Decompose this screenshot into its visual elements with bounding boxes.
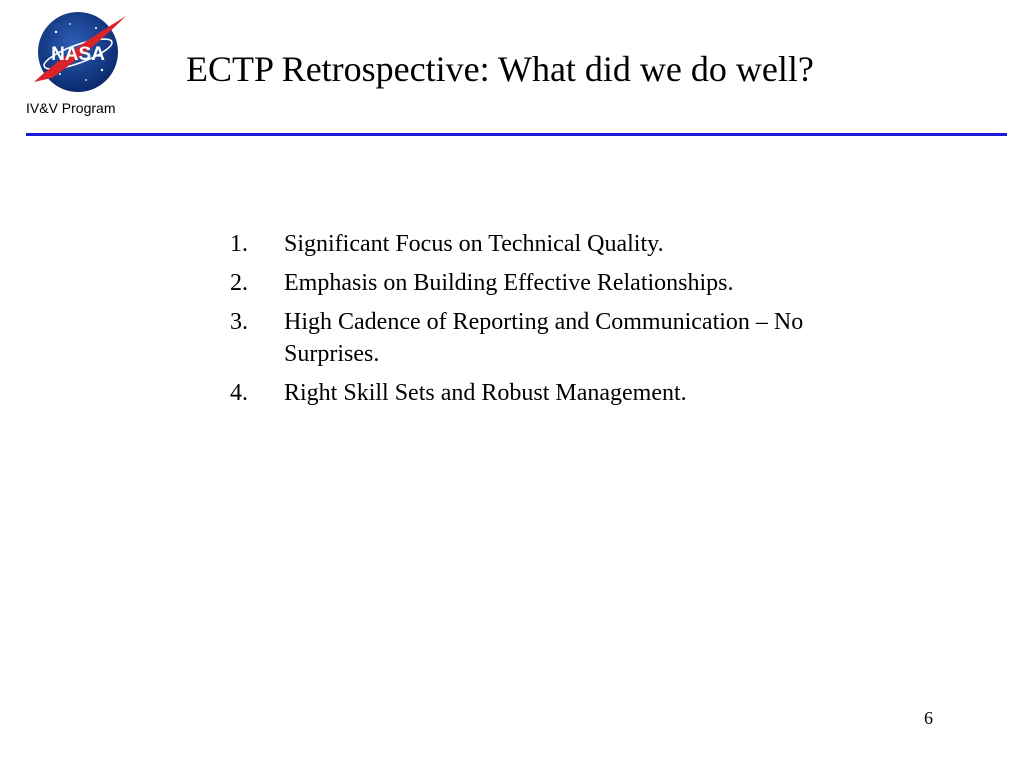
slide-title: ECTP Retrospective: What did we do well? xyxy=(186,49,814,89)
list-item-text: Emphasis on Building Effective Relationships. xyxy=(284,270,734,296)
numbered-list xyxy=(230,228,930,416)
list-item-number: 3. xyxy=(230,309,248,335)
nasa-logo-icon xyxy=(30,8,130,94)
list-item xyxy=(230,377,930,409)
page-number: 6 xyxy=(924,708,933,728)
nasa-wordmark: NASA xyxy=(51,44,105,65)
list-item-number: 4. xyxy=(230,380,248,406)
list-item-number: 1. xyxy=(230,231,248,257)
list-item xyxy=(230,267,930,299)
header-divider xyxy=(26,133,1007,136)
list-item xyxy=(230,306,930,370)
program-label: IV&V Program xyxy=(26,100,116,116)
list-item-number: 2. xyxy=(230,270,248,296)
list-item-text: High Cadence of Reporting and Communication – No Surprises. xyxy=(284,309,804,367)
list-item xyxy=(230,228,930,260)
list-item-text: Right Skill Sets and Robust Management. xyxy=(284,380,687,406)
list-item-text: Significant Focus on Technical Quality. xyxy=(284,231,664,257)
